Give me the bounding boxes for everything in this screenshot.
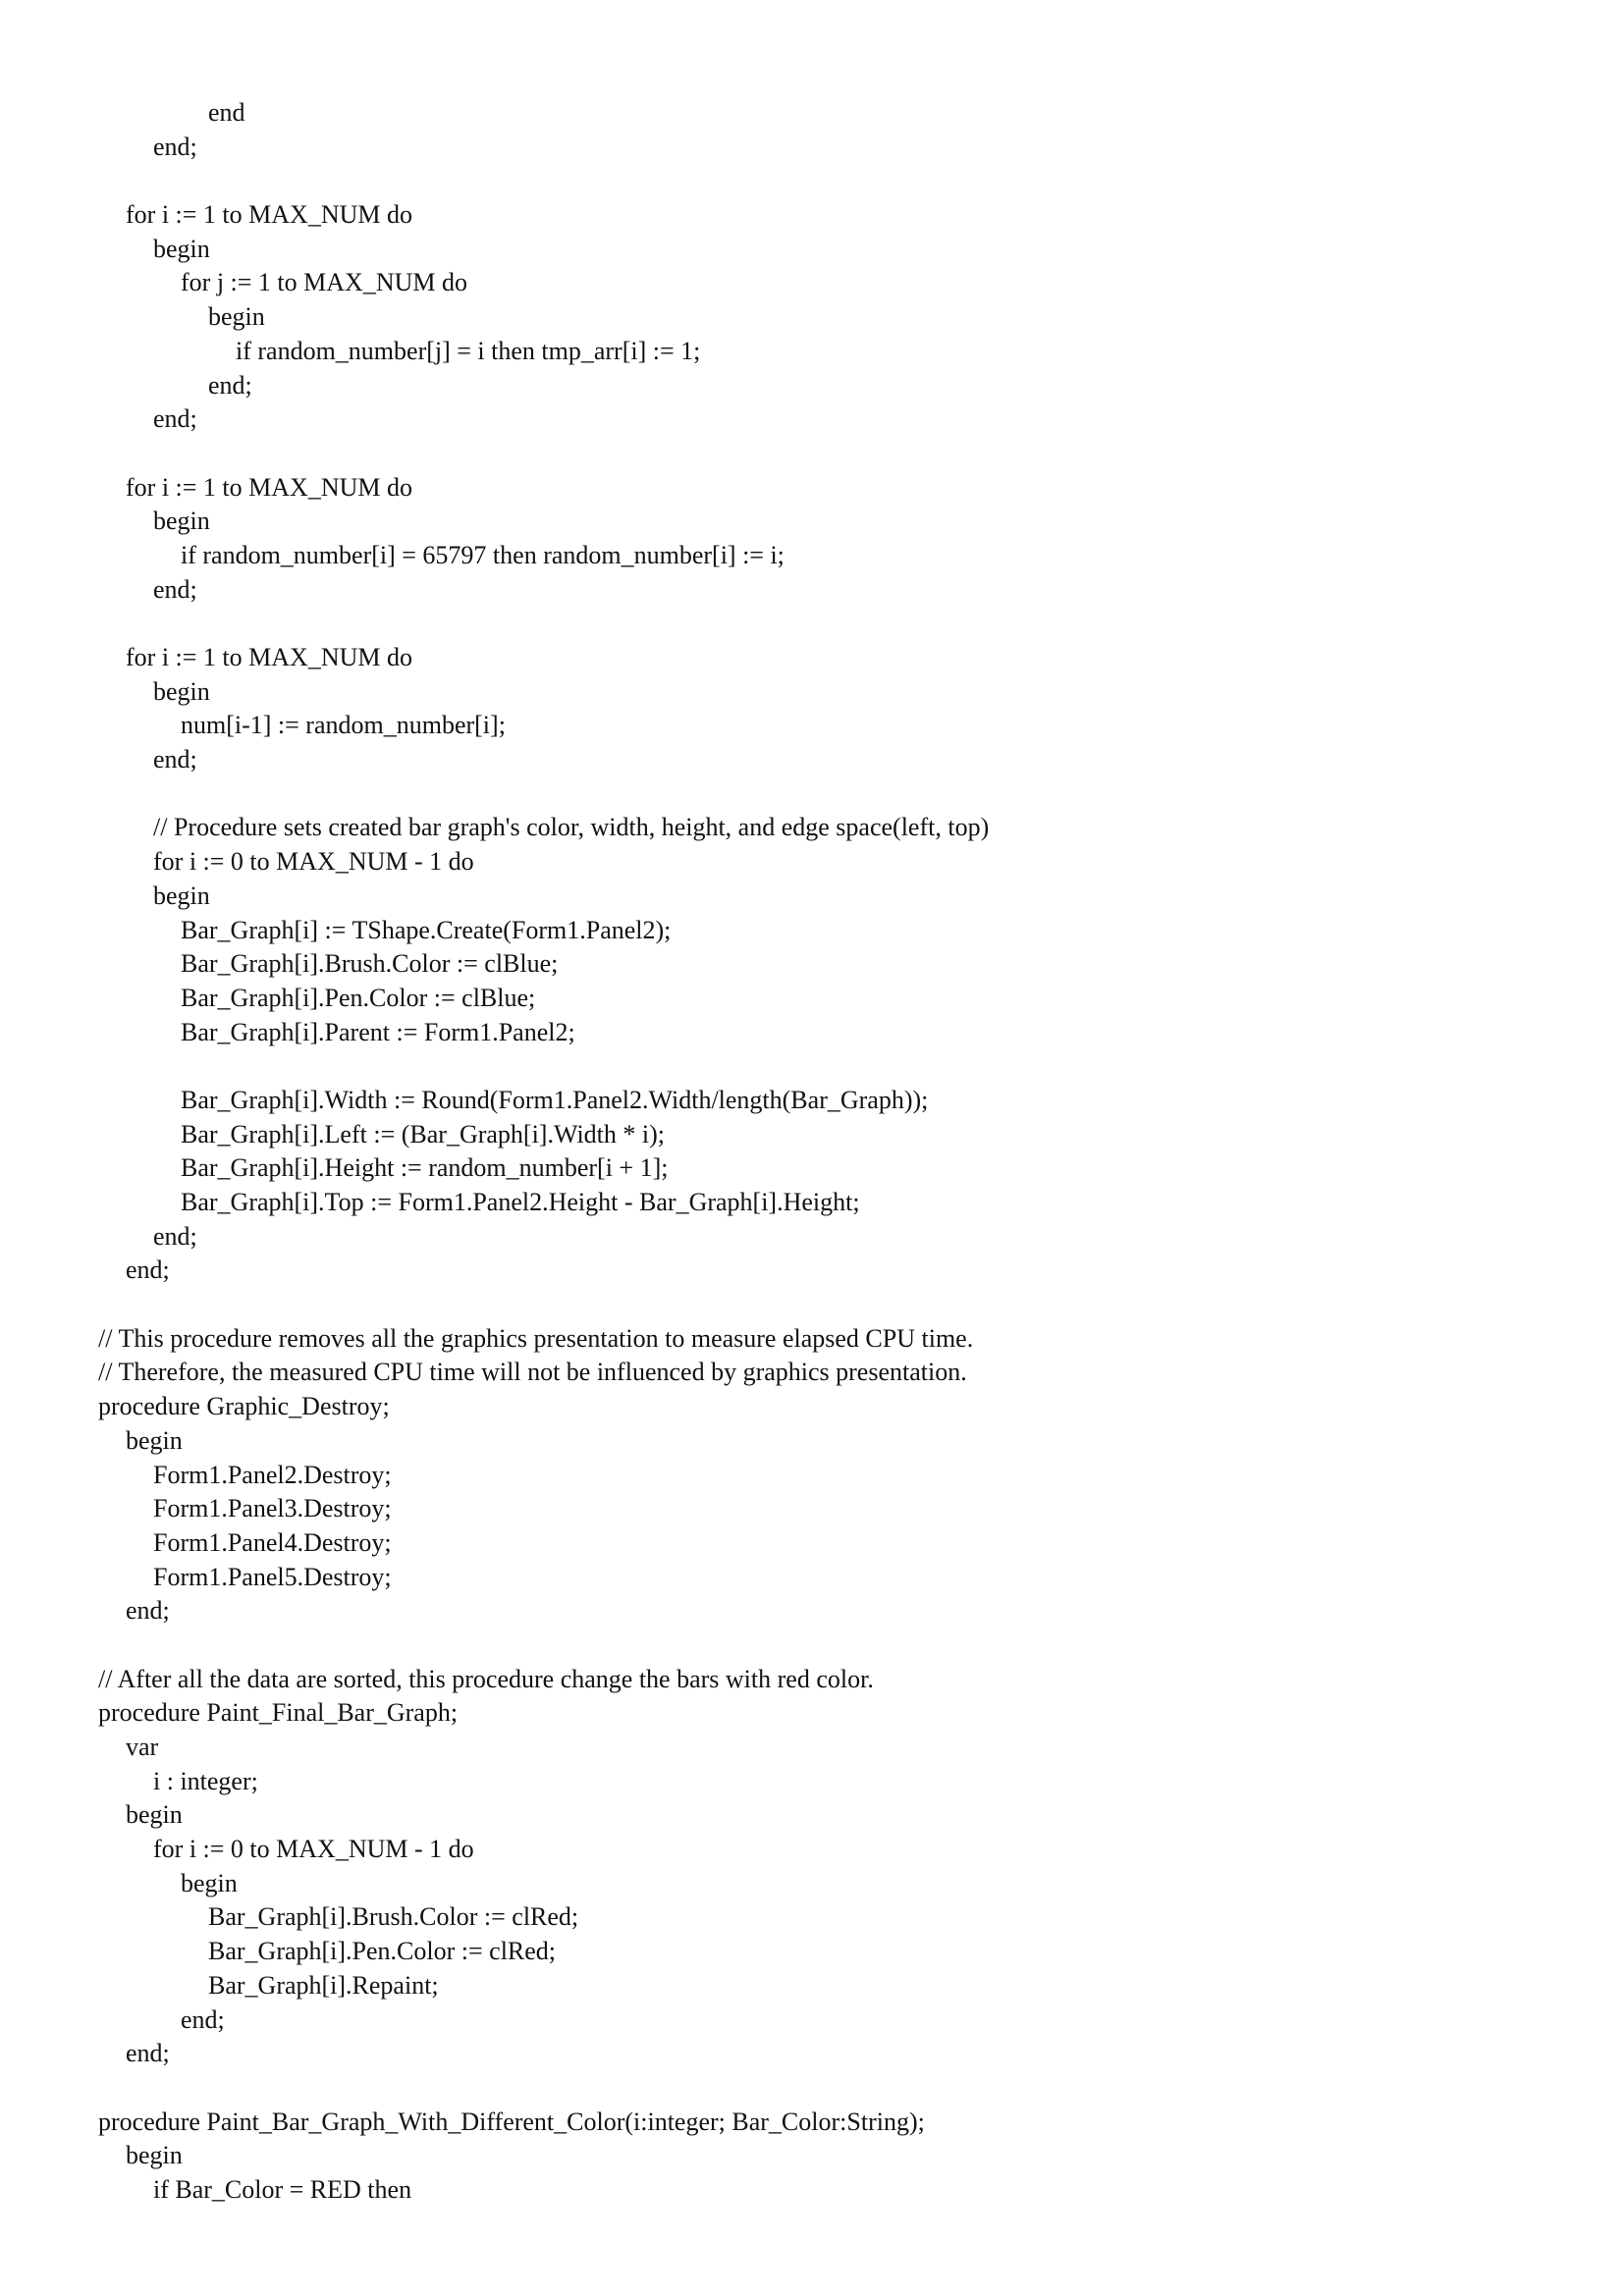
code-line: Bar_Graph[i].Top := Form1.Panel2.Height - Bar_Graph[i].Height;	[181, 1188, 860, 1216]
comment-line: // After all the data are sorted, this procedure change the bars with red color.	[98, 1664, 874, 1693]
code-line: if random_number[j] = i then tmp_arr[i] := 1;	[236, 336, 701, 365]
code-line: end;	[153, 745, 197, 774]
code-line: begin	[126, 1800, 183, 1830]
code-line: end;	[181, 2004, 225, 2034]
blank-line	[98, 1629, 1571, 1663]
code-line: Bar_Graph[i].Height := random_number[i + 1];	[181, 1153, 669, 1183]
code-line: end;	[126, 2039, 170, 2068]
code-line: for j := 1 to MAX_NUM do	[181, 268, 467, 297]
code-line: for i := 1 to MAX_NUM do	[126, 643, 412, 671]
code-line: Form1.Panel5.Destroy;	[153, 1562, 392, 1591]
code-line: end	[208, 98, 245, 127]
code-line: Bar_Graph[i].Width := Round(Form1.Panel2.Width/length(Bar_Graph));	[181, 1085, 929, 1114]
code-line: for i := 1 to MAX_NUM do	[126, 200, 412, 230]
code-line: begin	[208, 302, 265, 332]
code-listing	[98, 96, 1571, 2208]
blank-line	[98, 164, 1571, 198]
code-line: begin	[126, 2141, 183, 2170]
code-line: begin	[181, 1868, 238, 1897]
code-line: Bar_Graph[i].Pen.Color := clRed;	[208, 1937, 557, 1966]
code-line: Bar_Graph[i].Repaint;	[208, 1970, 439, 2000]
code-line: end;	[126, 1255, 170, 1285]
code-line: end;	[153, 404, 197, 434]
comment-line: // This procedure removes all the graphics presentation to measure elapsed CPU time.	[98, 1323, 974, 1353]
code-line: Bar_Graph[i].Pen.Color := clBlue;	[181, 983, 536, 1012]
code-line: var	[126, 1733, 159, 1761]
code-line: begin	[153, 234, 210, 263]
code-line: Form1.Panel4.Destroy;	[153, 1527, 392, 1557]
code-line: num[i-1] := random_number[i];	[181, 711, 506, 740]
code-line: for i := 1 to MAX_NUM do	[126, 472, 412, 502]
code-line: begin	[126, 1425, 183, 1455]
blank-line	[98, 437, 1571, 471]
code-line: Form1.Panel3.Destroy;	[153, 1494, 392, 1523]
code-line: end;	[153, 132, 197, 161]
code-line: i : integer;	[153, 1766, 258, 1795]
code-line: end;	[153, 1221, 197, 1251]
code-line: begin	[153, 507, 210, 536]
blank-line	[98, 777, 1571, 812]
code-line: for i := 0 to MAX_NUM - 1 do	[153, 847, 474, 877]
code-line: Bar_Graph[i].Parent := Form1.Panel2;	[181, 1017, 575, 1046]
code-line: if random_number[i] = 65797 then random_number[i] := i;	[181, 540, 785, 569]
code-line: end;	[208, 370, 252, 400]
blank-line	[98, 2071, 1571, 2106]
procedure-declaration: procedure Paint_Bar_Graph_With_Different_Color(i:integer; Bar_Color:String);	[98, 2107, 925, 2136]
code-line: begin	[153, 676, 210, 706]
code-line: Form1.Panel2.Destroy;	[153, 1460, 392, 1489]
code-line: Bar_Graph[i].Brush.Color := clBlue;	[181, 949, 559, 979]
comment-line: // Procedure sets created bar graph's color, width, height, and edge space(left, top)	[153, 813, 990, 842]
code-line: Bar_Graph[i].Brush.Color := clRed;	[208, 1902, 579, 1932]
procedure-declaration: procedure Graphic_Destroy;	[98, 1392, 390, 1421]
code-line: end;	[126, 1596, 170, 1626]
blank-line	[98, 1049, 1571, 1084]
blank-line	[98, 1288, 1571, 1322]
code-line: Bar_Graph[i].Left := (Bar_Graph[i].Width * i);	[181, 1119, 666, 1148]
code-line: for i := 0 to MAX_NUM - 1 do	[153, 1835, 474, 1864]
code-line: if Bar_Color = RED then	[153, 2174, 412, 2204]
code-line: Bar_Graph[i] := TShape.Create(Form1.Panel2);	[181, 915, 672, 944]
code-line: begin	[153, 881, 210, 910]
blank-line	[98, 607, 1571, 641]
procedure-declaration: procedure Paint_Final_Bar_Graph;	[98, 1698, 459, 1728]
comment-line: // Therefore, the measured CPU time will not be influenced by graphics presentation.	[98, 1358, 967, 1387]
code-line: end;	[153, 574, 197, 604]
